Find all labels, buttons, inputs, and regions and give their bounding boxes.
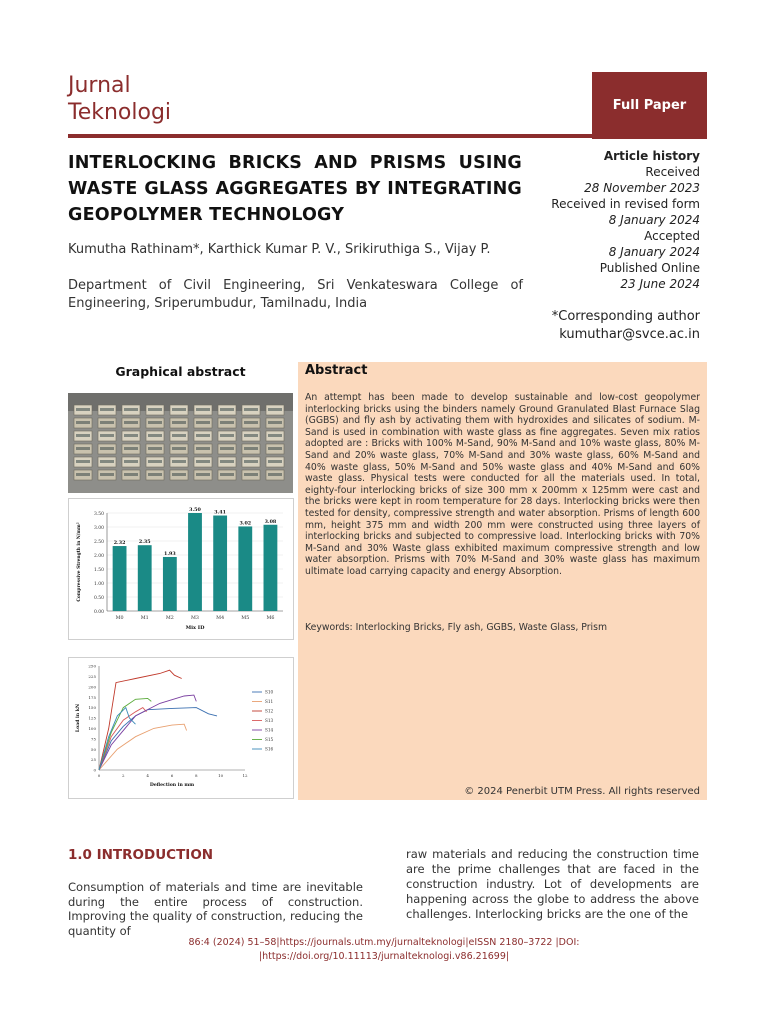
brick-groove [124, 473, 138, 476]
bar-value-label: 3.08 [264, 518, 277, 525]
series-line-s14 [99, 695, 196, 770]
bar-value-label: 3.02 [239, 520, 252, 527]
abstract-text: An attempt has been made to develop sustainable and low-cost geopolymer interlocking bricks using the binders namely Ground Granulated Blast Furnace Slag (GGBS) and fly ash by activating them with hydroxides and silicates of sodium. M-Sand is used in combination with waste glass as fine aggregates. Seven mix ratios adopted are : Bricks with 100% M-Sand, 90% M-Sand and 10% waste glass, 80% M-Sand and 20% waste glass, 70% M-Sand and 30% waste glass, 60% M-Sand and 40% waste glass, 50% M-Sand and 50% waste glass and 40% M-Sand and 60% waste glass. Physical tests were conducted for all the materials used. In total, eighty-four interlocking bricks of size 300 mm x 200mm x 125mm were cast and the bricks were kept in room temperature for 28 days. Interlocking bricks were then tested for density, compressive strength and water absorption. Prisms of length 600 mm, height 375 mm and width 200 mm were constructed using three layers of interlocking bricks and subjected to compressive load. Interlocking bricks with 70% M-Sand and 30% Waste glass exhibited maximum compressive strength and low water absorption. Prisms with 70% M-Sand and 30% waste glass has maximum ultimate load carrying capacity and energy Absorption. [305, 392, 700, 577]
x-tick-label: M1 [140, 616, 149, 621]
y-tick-label: 0.00 [93, 610, 104, 615]
bar-value-label: 1.93 [164, 550, 176, 557]
bar [213, 516, 227, 611]
received-date: 28 November 2023 [584, 181, 700, 195]
accepted-date: 8 January 2024 [608, 245, 700, 259]
brick-groove [268, 447, 282, 450]
brick-groove [100, 473, 114, 476]
x-tick-label: 4 [146, 773, 149, 778]
y-tick-label: 75 [90, 736, 96, 742]
brick-groove [268, 408, 282, 411]
brick-groove [220, 421, 234, 424]
bar [163, 557, 177, 611]
brick-groove [244, 408, 258, 411]
full-paper-label: Full Paper [612, 98, 687, 113]
x-axis-label: Mix ID [185, 625, 205, 631]
brick-groove [172, 408, 186, 411]
brick-groove [124, 460, 138, 463]
brick-groove [124, 421, 138, 424]
revised-label: Received in revised form [551, 197, 700, 211]
line-chart-svg [69, 658, 293, 798]
legend-label: S12 [265, 708, 274, 714]
y-tick-label: 3.00 [93, 526, 104, 531]
brick-groove [124, 434, 138, 437]
y-axis-label: Compressive Strength in N/mm² [77, 522, 82, 602]
x-tick-label: 2 [122, 773, 125, 778]
brick-groove [196, 447, 210, 450]
journal-name [68, 72, 171, 126]
y-tick-label: 2.50 [93, 540, 104, 545]
x-tick-label: 10 [218, 773, 224, 778]
x-tick-label: M3 [191, 616, 199, 621]
y-tick-label: 100 [88, 726, 96, 731]
brick-groove [196, 473, 210, 476]
y-tick-label: 25 [90, 757, 96, 763]
brick-groove [172, 460, 186, 463]
brick-groove [76, 473, 90, 476]
corresponding-author [520, 308, 700, 344]
x-tick-label: M2 [165, 616, 174, 621]
revised-date: 8 January 2024 [608, 213, 700, 227]
load-deflection-chart [68, 657, 294, 799]
bricks-photo-image [68, 393, 293, 493]
brick-groove [268, 473, 282, 476]
brick-groove [76, 408, 90, 411]
brick-groove [196, 460, 210, 463]
brick-groove [76, 434, 90, 437]
legend-label: S11 [265, 699, 274, 705]
brick-groove [100, 408, 114, 411]
y-tick-label: 1.00 [93, 582, 104, 587]
brick-groove [220, 473, 234, 476]
brick-groove [172, 447, 186, 450]
article-history [530, 148, 700, 292]
brick-groove [148, 421, 162, 424]
brick-groove [268, 434, 282, 437]
footer-citation: 86:4 (2024) 51–58|https://journals.utm.my/jurnalteknologi|eISSN 2180–3722 |DOI: [188, 937, 580, 948]
author-list: Kumutha Rathinam*, Karthick Kumar P. V., Srikiruthiga S., Vijay P. [68, 242, 491, 257]
x-tick-label: M0 [115, 616, 124, 621]
bar-value-label: 2.32 [113, 540, 126, 547]
brick-groove [220, 434, 234, 437]
y-tick-label: 150 [88, 705, 96, 711]
bar [238, 526, 252, 611]
compressive-strength-chart [68, 498, 294, 640]
y-tick-label: 200 [88, 684, 96, 690]
y-tick-label: 0.50 [93, 596, 104, 601]
legend-label: S16 [265, 746, 274, 752]
series-line-s12 [99, 670, 182, 770]
y-tick-label: 2.00 [93, 554, 104, 559]
corresponding-label: *Corresponding author [551, 309, 700, 324]
brick-groove [148, 447, 162, 450]
legend-label: S15 [265, 737, 274, 743]
introduction-column-2: raw materials and reducing the construction time are the prime challenges that are faced in the construction industry. Lot of developments are happening across the globe to address the above challenges. Interlocking bricks are the one of the [406, 847, 699, 921]
introduction-heading: 1.0 INTRODUCTION [68, 847, 214, 863]
bar [113, 546, 127, 611]
brick-groove [220, 447, 234, 450]
bar [138, 545, 152, 611]
affiliation: Department of Civil Engineering, Sri Venkateswara College of Engineering, Sriperumbudur, Tamilnadu, India [68, 278, 523, 311]
abstract-heading: Abstract [305, 363, 368, 378]
x-tick-label: M5 [241, 616, 250, 621]
brick-groove [268, 421, 282, 424]
published-date: 23 June 2024 [620, 277, 700, 291]
y-tick-label: 3.50 [93, 512, 104, 517]
y-tick-label: 1.50 [93, 568, 104, 573]
brick-groove [172, 434, 186, 437]
bar [188, 513, 202, 611]
paper-title: INTERLOCKING BRICKS AND PRISMS USING WASTE GLASS AGGREGATES BY INTEGRATING GEOPOLYMER TECHNOLOGY [68, 153, 522, 225]
bar-value-label: 3.41 [214, 509, 226, 516]
y-tick-label: 225 [88, 674, 96, 679]
brick-groove [220, 460, 234, 463]
legend-label: S14 [265, 727, 274, 733]
footer-doi: |https://doi.org/10.11113/jurnalteknologi.v86.21699| [258, 951, 510, 962]
legend-label: S13 [265, 718, 274, 724]
brick-groove [244, 434, 258, 437]
brick-groove [268, 460, 282, 463]
y-tick-label: 0 [93, 767, 96, 773]
brick-groove [172, 473, 186, 476]
brick-groove [76, 447, 90, 450]
brick-groove [244, 421, 258, 424]
bar-value-label: 2.35 [138, 539, 151, 546]
bar [264, 525, 278, 611]
introduction-column-1: Consumption of materials and time are inevitable during the entire process of construction. Improving the quality of construction, reducing the quantity of [68, 880, 363, 938]
journal-name-line1: Jurnal [68, 73, 131, 98]
full-paper-badge [592, 72, 707, 139]
x-tick-label: M4 [216, 616, 225, 621]
brick-groove [148, 434, 162, 437]
x-tick-label: M6 [266, 616, 275, 621]
brick-groove [196, 434, 210, 437]
brick-groove [148, 408, 162, 411]
brick-groove [244, 447, 258, 450]
header-rule [68, 134, 592, 138]
brick-groove [244, 460, 258, 463]
bar-chart-svg [69, 499, 293, 639]
journal-name-line2: Teknologi [68, 100, 172, 125]
published-label: Published Online [599, 261, 700, 275]
y-tick-label: 250 [88, 663, 96, 669]
brick-groove [124, 408, 138, 411]
series-line-s15 [99, 698, 151, 770]
x-tick-label: 0 [97, 773, 101, 778]
y-axis-label: Load in kN [76, 703, 81, 733]
legend-label: S10 [265, 689, 274, 695]
series-line-s16 [99, 708, 136, 770]
brick-groove [76, 421, 90, 424]
brick-groove [100, 434, 114, 437]
x-tick-label: 6 [170, 773, 174, 778]
brick-groove [172, 421, 186, 424]
brick-groove [100, 447, 114, 450]
article-history-heading: Article history [603, 149, 700, 163]
brick-groove [196, 408, 210, 411]
y-tick-label: 125 [88, 715, 96, 721]
y-tick-label: 50 [90, 746, 96, 752]
copyright-notice: © 2024 Penerbit UTM Press. All rights reserved [464, 786, 700, 797]
brick-groove [244, 473, 258, 476]
received-label: Received [645, 165, 700, 179]
keywords: Keywords: Interlocking Bricks, Fly ash, GGBS, Waste Glass, Prism [305, 622, 608, 633]
brick-groove [148, 473, 162, 476]
x-tick-label: 12 [242, 773, 248, 778]
brick-groove [76, 460, 90, 463]
brick-groove [100, 421, 114, 424]
brick-groove [148, 460, 162, 463]
x-axis-label: Deflection in mm [149, 783, 195, 788]
brick-groove [124, 447, 138, 450]
bricks-photo [68, 393, 293, 493]
accepted-label: Accepted [644, 229, 700, 243]
y-tick-label: 175 [88, 694, 96, 700]
brick-groove [100, 460, 114, 463]
graphical-abstract-heading: Graphical abstract [115, 364, 246, 379]
bar-value-label: 3.50 [189, 507, 201, 513]
corresponding-email[interactable]: kumuthar@svce.ac.in [559, 327, 700, 342]
x-tick-label: 8 [195, 773, 198, 778]
brick-groove [220, 408, 234, 411]
brick-groove [196, 421, 210, 424]
